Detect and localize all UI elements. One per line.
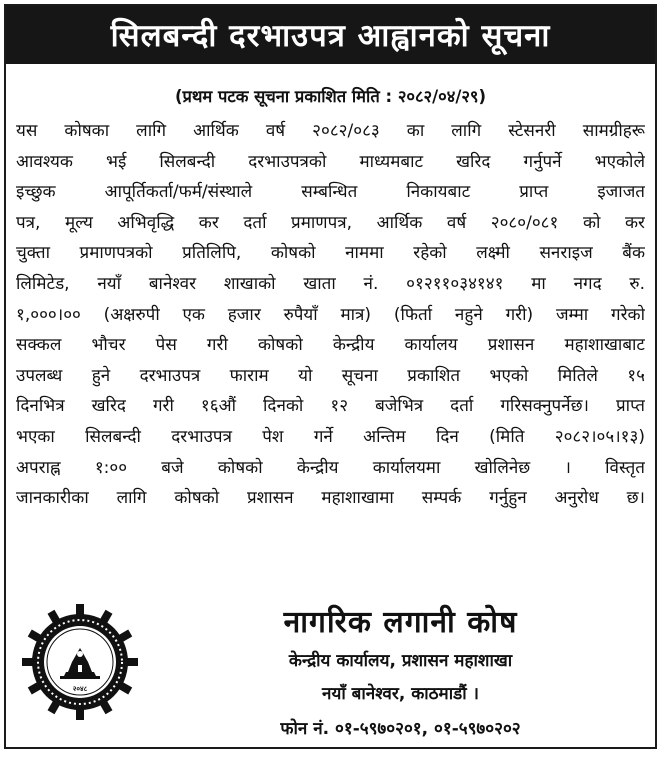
body-line: इच्छुक आपूर्तिकर्ता/फर्म/संस्थाले सम्बन्धित निकायबाट प्राप्त इजाजत <box>16 182 645 203</box>
organization-office: केन्द्रीय कार्यालय, प्रशासन महाशाखा <box>288 651 513 671</box>
body-line: उपलब्ध हुने दरभाउपत्र फाराम यो सूचना प्रकाशित भएको मितिले १५ <box>16 365 645 386</box>
publication-date: (प्रथम पटक सूचना प्रकाशित मिति : २०८२/०४/२९) <box>174 87 487 106</box>
organization-logo <box>20 602 140 722</box>
notice-heading: सिलबन्दी दरभाउपत्र आह्वानको सूचना <box>6 6 655 64</box>
body-line: चुक्ता प्रमाणपत्रको प्रतिलिपि, कोषको नाममा रहेको लक्ष्मी सनराइज बैंक <box>16 243 645 264</box>
body-line: पत्र, मूल्य अभिवृद्धि कर दर्ता प्रमाणपत्र, आर्थिक वर्ष २०८०/०८१ को कर <box>16 212 645 233</box>
body-line: जानकारीका लागि कोषको प्रशासन महाशाखामा सम्पर्क गर्नुहुन अनुरोध छ। <box>16 488 645 509</box>
notice-panel <box>4 4 657 749</box>
body-line: सक्कल भौचर पेस गरी कोषको केन्द्रीय कार्यालय प्रशासन महाशाखाबाट <box>16 335 645 356</box>
notice-body <box>16 116 645 514</box>
organization-phone: फोन नं. ०१-५९७०२०१, ०१-५९७०२०२ <box>280 719 521 739</box>
body-line: आवश्यक भई सिलबन्दी दरभाउपत्रको माध्यमबाट खरिद गर्नुपर्ने भएकोले <box>16 151 645 172</box>
body-line: दिनभित्र खरिद गरी १६औं दिनको १२ बजेभित्र दर्ता गरिसक्नुपर्नेछ। प्राप्त <box>16 396 645 417</box>
organization-footer <box>6 584 655 747</box>
organization-address: नयाँ बानेश्वर, काठमाडौं । <box>322 684 479 704</box>
body-line: अपराह्न १:०० बजे कोषको केन्द्रीय कार्यालयमा खोलिनेछ । विस्तृत <box>16 457 645 478</box>
body-line: भएका सिलबन्दी दरभाउपत्र पेश गर्ने अन्तिम दिन (मिति २०८२।०५।१३) <box>16 426 645 447</box>
body-line: १,०००।०० (अक्षरुपी एक हजार रुपैयाँ मात्र) (फिर्ता नहुने गरी) जम्मा गरेको <box>16 304 645 325</box>
body-line: लिमिटेड, नयाँ बानेश्वर शाखाको खाता नं. ०१२११०३४१४१ मा नगद रु. <box>16 273 645 294</box>
logo-year: २०४८ <box>72 685 88 693</box>
organization-name: नागरिक लगानी कोष <box>283 605 518 640</box>
body-line: यस कोषका लागि आर्थिक वर्ष २०८२/०८३ का लागि स्टेसनरी सामग्रीहरू <box>16 121 645 141</box>
